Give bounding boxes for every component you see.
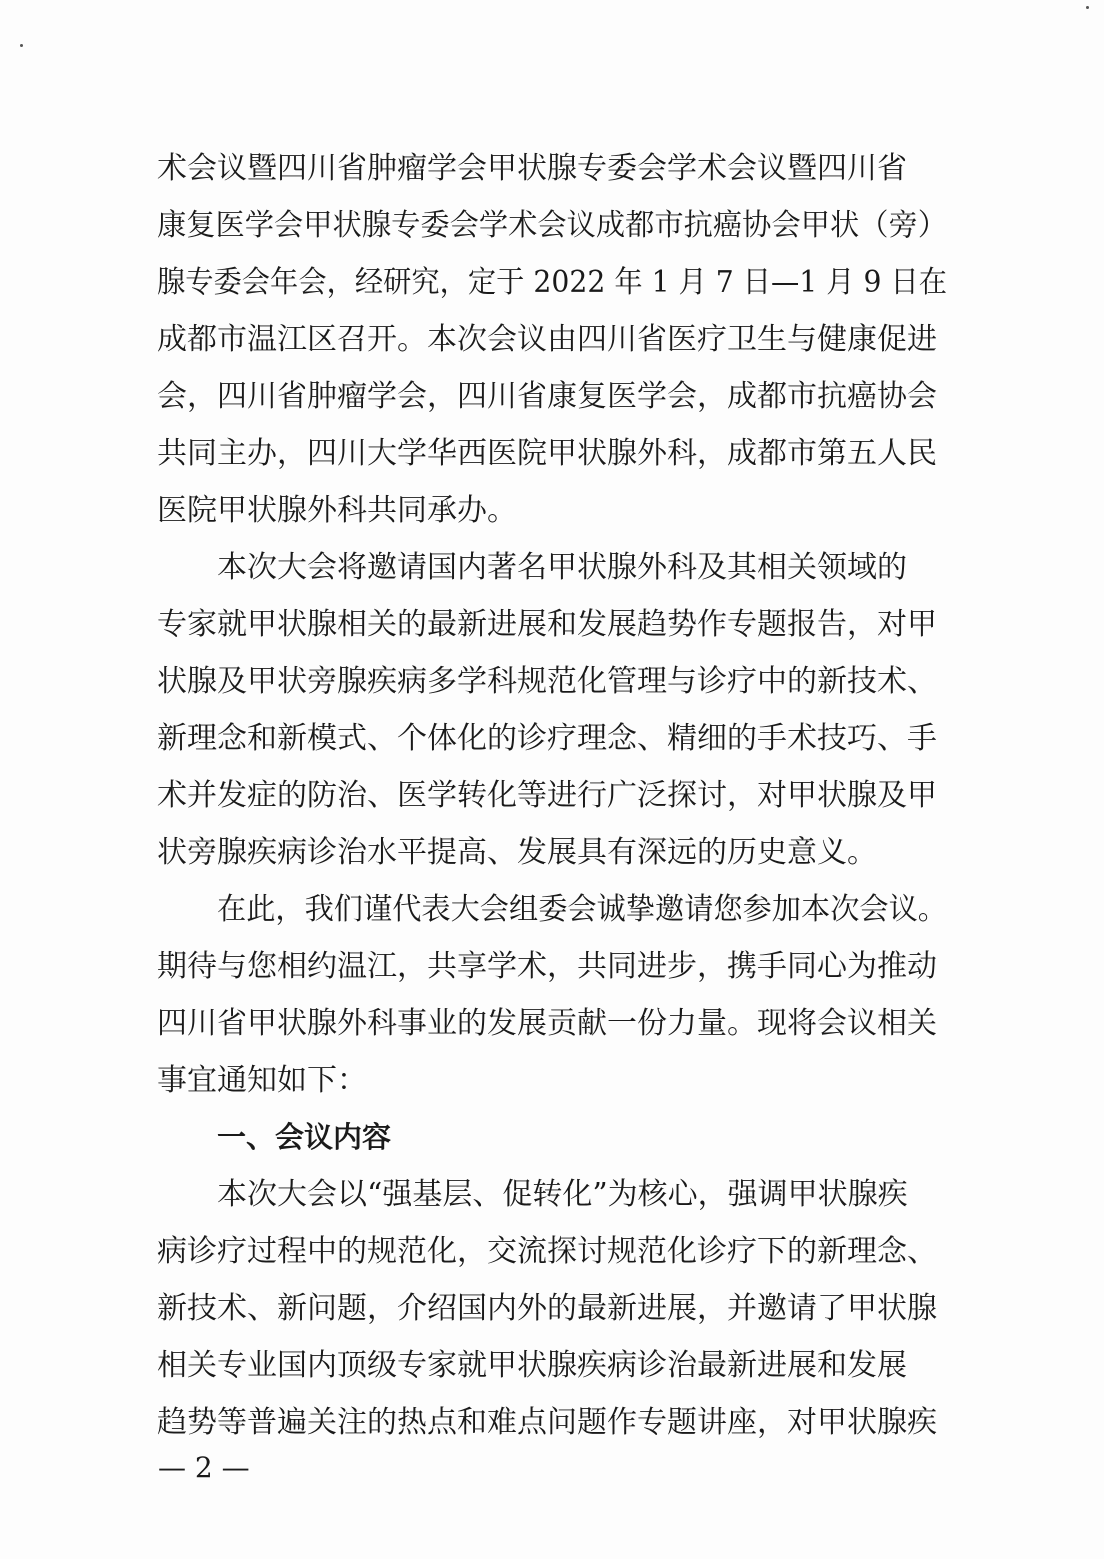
text-line: 成都市温江区召开。本次会议由四川省医疗卫生与健康促进 (157, 322, 937, 357)
text-line: 腺专委会年会，经研究，定于 2022 年 1 月 7 日—1 月 9 日在 (157, 265, 947, 300)
text-line: 康复医学会甲状腺专委会学术会议成都市抗癌协会甲状（旁） (157, 208, 947, 243)
text-line: 专家就甲状腺相关的最新进展和发展趋势作专题报告，对甲 (157, 607, 937, 642)
body-text (157, 140, 947, 1451)
text-line: 术并发症的防治、医学转化等进行广泛探讨，对甲状腺及甲 (157, 778, 937, 813)
scan-speck (1086, 6, 1089, 9)
text-line: 共同主办，四川大学华西医院甲状腺外科，成都市第五人民 (157, 436, 937, 471)
page-number: — 2 — (158, 1451, 250, 1484)
text-line: 在此，我们谨代表大会组委会诚挚邀请您参加本次会议。 (217, 892, 947, 927)
text-line: 会，四川省肿瘤学会，四川省康复医学会，成都市抗癌协会 (157, 379, 937, 414)
section-heading: 一、会议内容 (217, 1120, 392, 1154)
text-line: 期待与您相约温江，共享学术，共同进步，携手同心为推动 (157, 949, 937, 984)
text-line: 相关专业国内顶级专家就甲状腺疾病诊治最新进展和发展 (157, 1348, 907, 1383)
text-line: 事宜通知如下： (157, 1063, 367, 1098)
text-line: 新技术、新问题，介绍国内外的最新进展，并邀请了甲状腺 (157, 1291, 937, 1326)
text-line: 趋势等普遍关注的热点和难点问题作专题讲座，对甲状腺疾 (157, 1405, 937, 1440)
text-line: 医院甲状腺外科共同承办。 (157, 493, 517, 528)
text-line: 术会议暨四川省肿瘤学会甲状腺专委会学术会议暨四川省 (157, 151, 907, 186)
scan-speck (20, 44, 23, 47)
text-line: 状旁腺疾病诊治水平提高、发展具有深远的历史意义。 (157, 835, 877, 870)
text-line: 状腺及甲状旁腺疾病多学科规范化管理与诊疗中的新技术、 (157, 664, 937, 699)
text-line: 本次大会以“强基层、促转化”为核心，强调甲状腺疾 (217, 1177, 908, 1212)
text-line: 本次大会将邀请国内著名甲状腺外科及其相关领域的 (217, 550, 907, 585)
text-line: 病诊疗过程中的规范化，交流探讨规范化诊疗下的新理念、 (157, 1234, 937, 1269)
text-line: 四川省甲状腺外科事业的发展贡献一份力量。现将会议相关 (157, 1006, 937, 1041)
text-line: 新理念和新模式、个体化的诊疗理念、精细的手术技巧、手 (157, 721, 937, 756)
